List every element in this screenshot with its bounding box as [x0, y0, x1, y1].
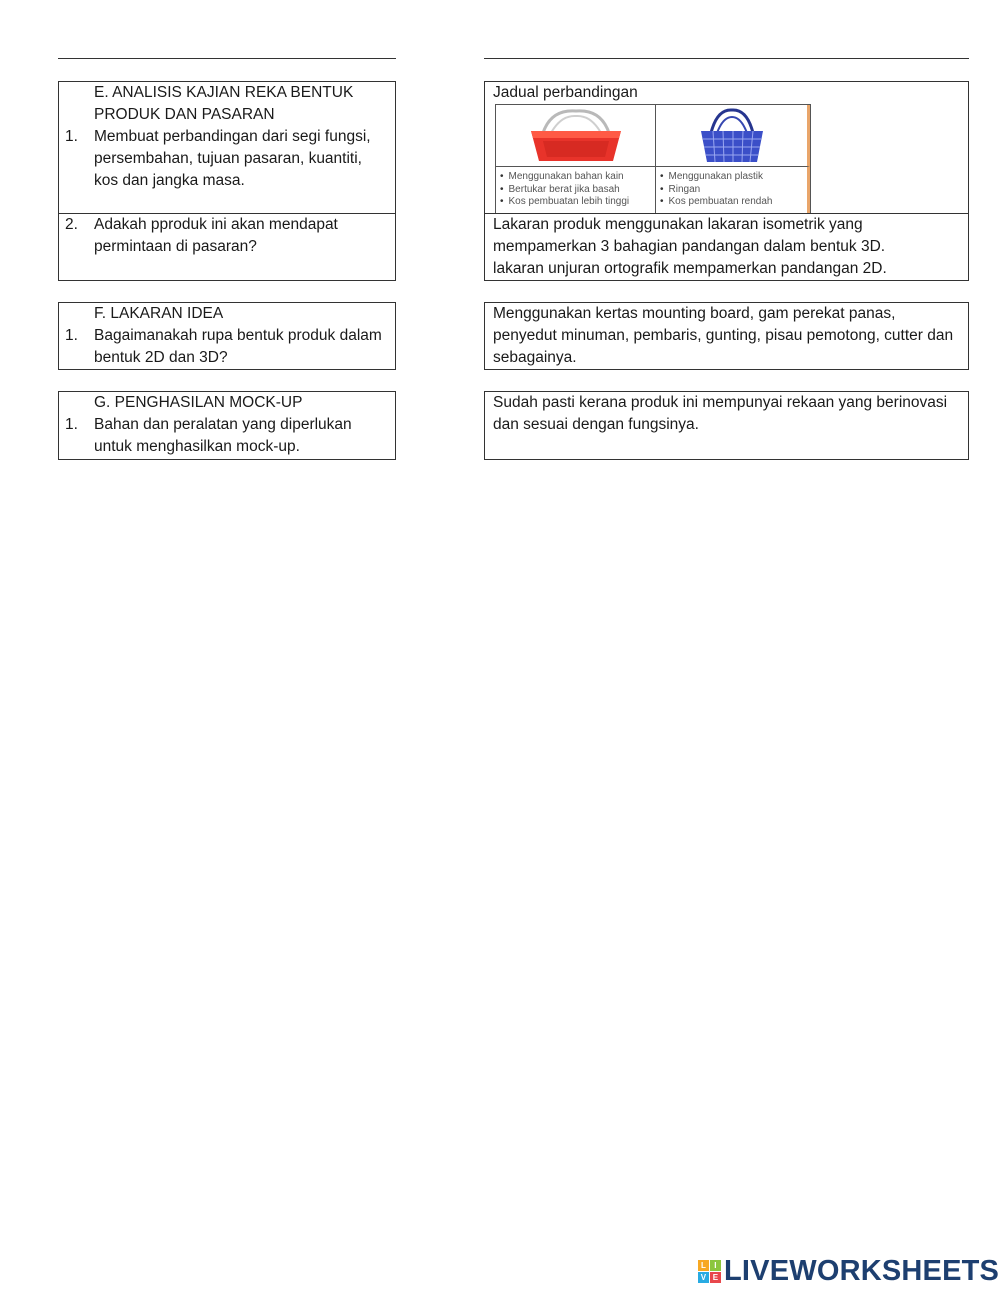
blue-basket-cell [656, 105, 810, 167]
question-number: 1. [65, 416, 78, 433]
question-number: 1. [65, 128, 78, 145]
section-f-question-1: Bagaimanakah rupa bentuk produk dalam bentuk 2D dan 3D? [94, 327, 382, 366]
bahan-text: Menggunakan kertas mounting board, gam perekat panas, penyedut minuman, pembaris, gunting, pisau pemotong, cutter dan sebagainya. [493, 305, 954, 366]
question-number: 1. [65, 327, 78, 344]
lakaran-line-2: mempamerkan 3 bahagian pandangan dalam bentuk 3D. [493, 238, 886, 255]
logo-block: V [698, 1272, 709, 1283]
answer-card-lakaran[interactable] [484, 213, 969, 281]
section-e-box [58, 81, 396, 214]
bullet-item: • Kos pembuatan lebih tinggi [500, 196, 655, 209]
red-basket-image [521, 107, 631, 165]
section-g-question-1: Bahan dan peralatan yang diperlukan untuk menghasilkan mock-up. [94, 416, 352, 455]
answer-card-permintaan[interactable] [484, 391, 969, 460]
logo-text: LIVEWORKSHEETS [724, 1254, 1000, 1287]
logo-block: E [710, 1272, 721, 1283]
bullet-item: • Menggunakan bahan kain [500, 171, 655, 184]
blue-basket-image [687, 107, 777, 165]
liveworksheets-logo [698, 1254, 999, 1288]
bullet-item: • Bertukar berat jika basah [500, 184, 655, 197]
jadual-title: Jadual perbandingan [493, 84, 638, 101]
lakaran-line-1: Lakaran produk menggunakan lakaran isometrik yang [493, 216, 863, 233]
red-basket-cell [496, 105, 656, 167]
section-f-box [58, 302, 396, 370]
bullet-item: • Ringan [660, 184, 807, 197]
section-e-question-2: Adakah pproduk ini akan mendapat permintaan di pasaran? [94, 216, 338, 255]
logo-icon [698, 1260, 721, 1283]
red-basket-notes [496, 167, 656, 213]
bullet-item: • Menggunakan plastik [660, 171, 807, 184]
top-rule-right [484, 58, 969, 59]
blue-basket-notes [656, 167, 810, 213]
lakaran-line-3: lakaran unjuran ortografik mempamerkan pandangan 2D. [493, 260, 887, 277]
section-g-heading: G. PENGHASILAN MOCK-UP [94, 394, 303, 411]
section-e-heading: E. ANALISIS KAJIAN REKA BENTUK PRODUK DAN PASARAN [94, 84, 354, 123]
answer-card-bahan[interactable] [484, 302, 969, 370]
comparison-table [495, 104, 811, 214]
section-g-box [58, 391, 396, 460]
top-rule-left [58, 58, 396, 59]
bullet-item: • Kos pembuatan rendah [660, 196, 807, 209]
logo-block: I [710, 1260, 721, 1271]
permintaan-text: Sudah pasti kerana produk ini mempunyai rekaan yang berinovasi dan sesuai dengan fungsinya. [493, 394, 948, 433]
section-e-question-1: Membuat perbandingan dari segi fungsi, persembahan, tujuan pasaran, kuantiti, kos dan jangka masa. [94, 128, 371, 189]
answer-card-jadual[interactable] [484, 81, 969, 214]
logo-block: L [698, 1260, 709, 1271]
section-f-heading: F. LAKARAN IDEA [94, 305, 224, 322]
question-number: 2. [65, 216, 78, 233]
section-e-q2-box [58, 213, 396, 281]
